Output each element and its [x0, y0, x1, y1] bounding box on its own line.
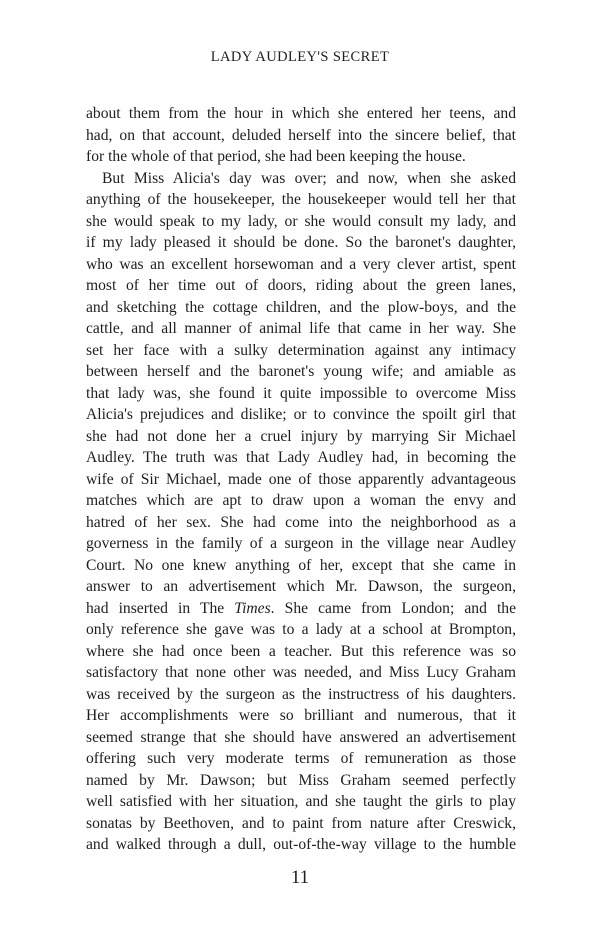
- text-line: she had not done her a cruel injury by marrying Sir Michael: [86, 427, 516, 445]
- text-line: answer to an advertisement which Mr. Dawson, the surgeon,: [86, 578, 516, 595]
- text-line: Audley. The truth was that Lady Audley had, in becoming the: [86, 449, 516, 466]
- text-line: and walked through a dull, out-of-the-way village to the humble: [86, 836, 516, 853]
- text-line: matches which are apt to draw upon a woman the envy and: [86, 492, 516, 509]
- text-line: anything of the housekeeper, the housekeeper would tell her that: [86, 191, 516, 208]
- text-line: where she had once been a teacher. But this reference was so: [86, 642, 516, 660]
- text-line: and sketching the cottage children, and the plow-boys, and the: [86, 298, 516, 316]
- text-line: she would speak to my lady, or she would consult my lady, and: [86, 212, 516, 230]
- text-line: between herself and the baronet's young wife; and amiable as: [86, 363, 516, 380]
- text-line: seemed strange that she should have answered an advertisement: [86, 728, 516, 746]
- text-line: had inserted in The Times. She came from London; and the: [86, 599, 517, 617]
- text-line: only reference she gave was to a lady at a school at Brompton,: [86, 621, 516, 638]
- text-line: Court. No one knew anything of her, except that she came in: [86, 556, 516, 574]
- text-line: satisfactory that none other was needed, and Miss Lucy Graham: [86, 664, 516, 681]
- body-text: [86, 103, 516, 856]
- running-head: LADY AUDLEY'S SECRET: [210, 49, 390, 65]
- text-line: that lady was, she found it quite impossible to overcome Miss: [86, 384, 516, 402]
- text-line: governess in the family of a surgeon in the village near Audley: [86, 535, 516, 552]
- text-line: set her face with a sulky determination against any intimacy: [86, 341, 516, 359]
- text-line: cattle, and all manner of animal life that came in her way. She: [86, 320, 516, 337]
- text-line: if my lady pleased it should be done. So the baronet's daughter,: [86, 234, 516, 251]
- text-line: sonatas by Beethoven, and to paint from nature after Creswick,: [86, 814, 516, 832]
- text-line: hatred of her sex. She had come into the neighborhood as a: [86, 513, 516, 531]
- text-line: But Miss Alicia's day was over; and now, when she asked: [102, 169, 516, 187]
- text-line: most of her time out of doors, riding about the green lanes,: [86, 277, 516, 294]
- text-line: for the whole of that period, she had been keeping the house.: [86, 148, 466, 165]
- text-line: Alicia's prejudices and dislike; or to convince the spoilt girl that: [86, 406, 516, 423]
- text-line: Her accomplishments were so brilliant and numerous, that it: [86, 707, 516, 724]
- text-line: about them from the hour in which she entered her teens, and: [86, 105, 516, 122]
- text-line: who was an excellent horsewoman and a very clever artist, spent: [86, 255, 516, 273]
- text-line: wife of Sir Michael, made one of those apparently advantageous: [86, 470, 516, 488]
- page-number: 11: [290, 867, 310, 888]
- text-line: offering such very moderate terms of remuneration as those: [86, 750, 516, 767]
- paragraph: [86, 103, 516, 168]
- text-line: had, on that account, deluded herself into the sincere belief, that: [86, 126, 516, 144]
- text-line: well satisfied with her situation, and she taught the girls to play: [86, 793, 516, 810]
- text-line: named by Mr. Dawson; but Miss Graham seemed perfectly: [86, 771, 516, 789]
- newspaper-title: Times: [234, 599, 271, 617]
- text-line: was received by the surgeon as the instructress of his daughters.: [86, 685, 516, 703]
- paragraph: [86, 168, 516, 856]
